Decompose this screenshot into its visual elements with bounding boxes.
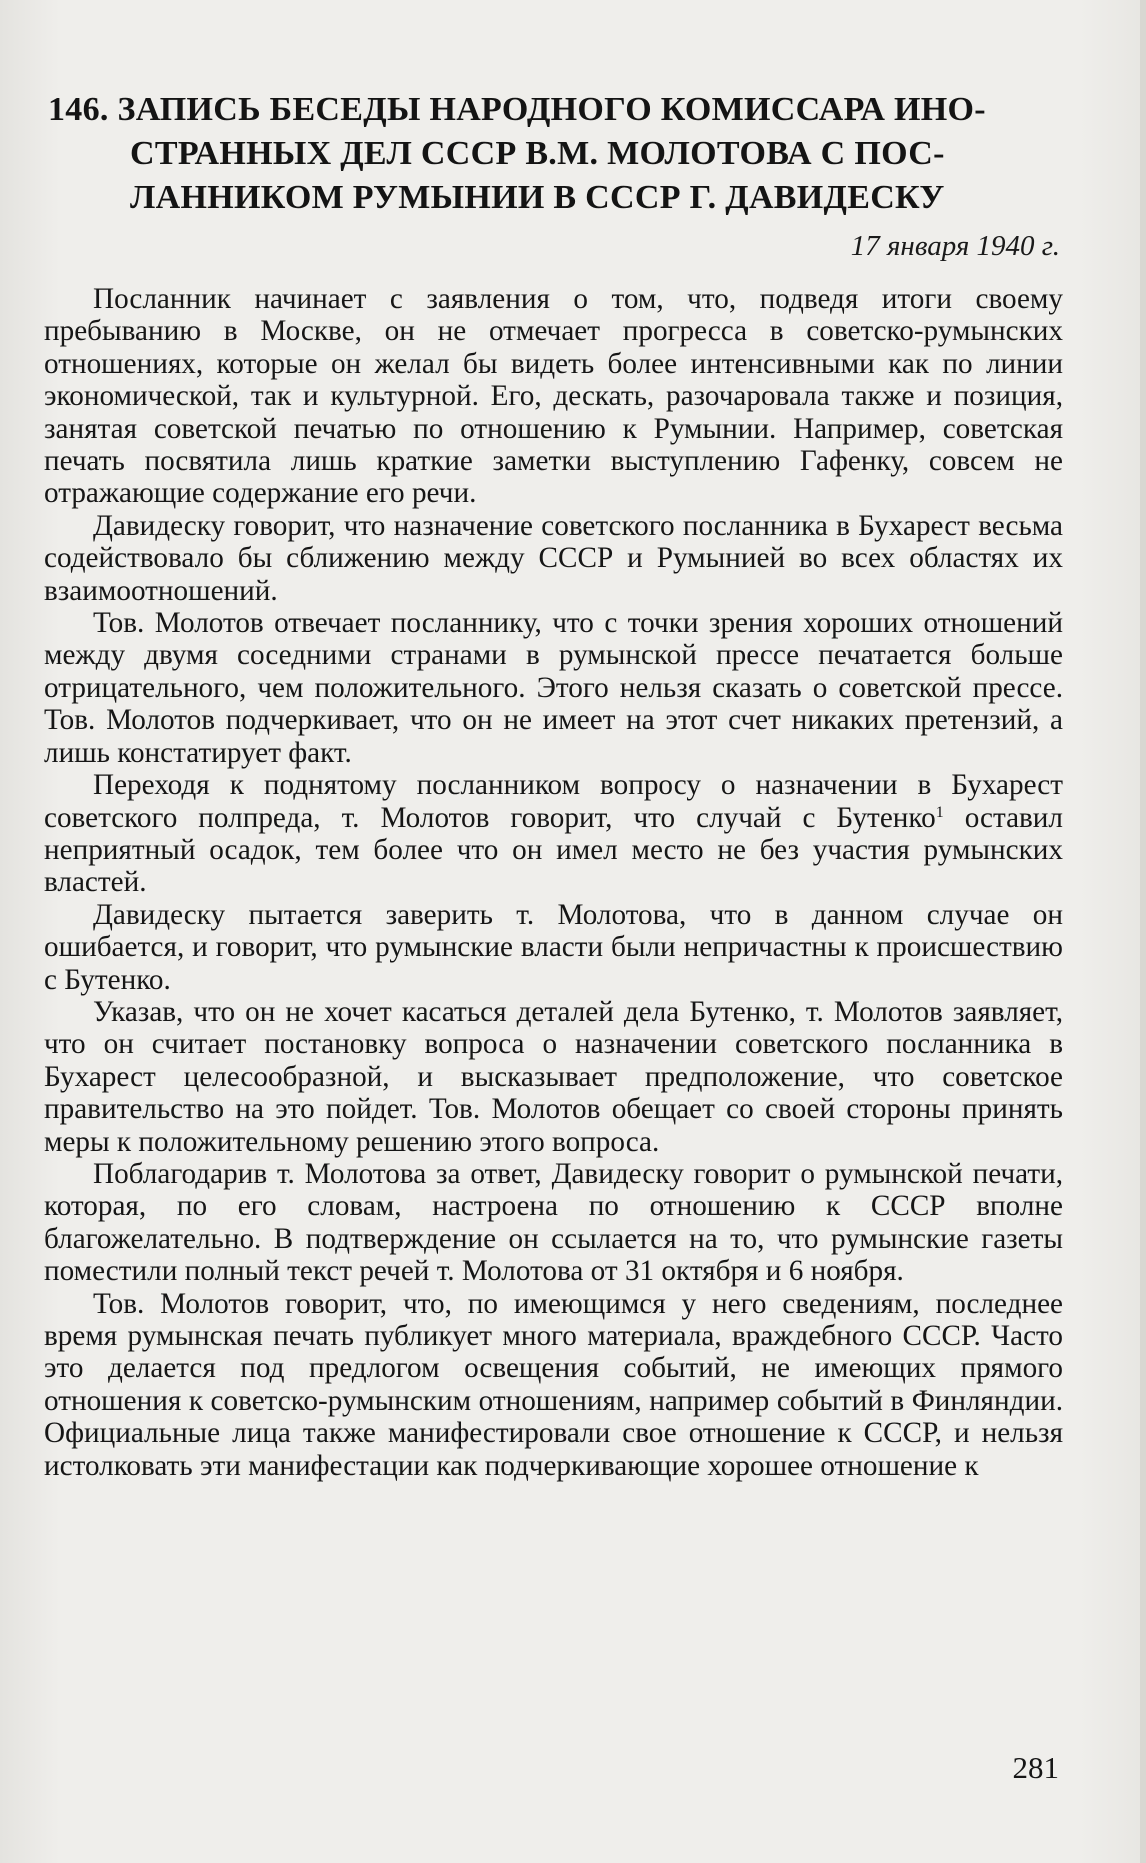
paragraph: Тов. Молотов говорит, что, по имеющимся у него сведениям, последнее время румынская печать публикует много материала, враждебного СССР. Часто это делается под предлогом освещения событий, не имеющих прямого отношения к советско-румынским отношениям, например событий в Финляндии. Официальные лица также манифестировали свое отношение к СССР, и нельзя истолковать эти манифестации как подчеркивающие хорошее отношение к — [44, 1287, 1063, 1482]
heading-line-3: ЛАННИКОМ РУМЫНИИ В СССР Г. ДАВИДЕСКУ — [130, 179, 945, 216]
heading-line-2: СТРАННЫХ ДЕЛ СССР В.М. МОЛОТОВА С ПОС- — [130, 135, 945, 172]
document-heading — [48, 88, 1068, 220]
document-body — [44, 283, 1063, 1482]
paragraph-with-footnote — [44, 769, 1063, 899]
paragraph: Посланник начинает с заявления о том, что, подведя итоги своему пребыванию в Москве, он не отмечает прогресса в советско-румынских отношениях, которые он желал бы видеть более интенсивными как по линии экономической, так и культурной. Его, дескать, разочаровала также и позиция, занятая советской печатью по отношению к Румынии. Например, советская печать посвятила лишь краткие заметки выступлению Гафенку, совсем не отражающие содержание его речи. — [44, 283, 1063, 510]
page-number: 281 — [1012, 1750, 1059, 1785]
document-date: 17 января 1940 г. — [850, 230, 1060, 262]
paragraph-part: оставил неприятный осадок, тем более что он имел место не без участия румынских властей. — [44, 801, 1063, 899]
paragraph: Поблагодарив т. Молотова за ответ, Давидеску говорит о румынской печати, которая, по его словам, настроена по отношению к СССР вполне благожелательно. В подтверждение он ссылается на то, что румынские газеты поместили полный текст речей т. Молотова от 31 октября и 6 ноября. — [44, 1157, 1063, 1288]
paragraph: Давидеску пытается заверить т. Молотова, что в данном случае он ошибается, и говорит, что румынские власти были непричастны к происшествию с Бутенко. — [44, 898, 1063, 996]
paragraph-part: Переходя к поднятому посланником вопросу о назначении в Бухарест советского полпреда, т. Молотов говорит, что случай с Бутенко — [44, 769, 1063, 834]
heading-line-1: 146. ЗАПИСЬ БЕСЕДЫ НАРОДНОГО КОМИССАРА ИНО- — [48, 91, 986, 128]
paragraph: Указав, что он не хочет касаться деталей дела Бутенко, т. Молотов заявляет, что он считает постановку вопроса о назначении советского посланника в Бухарест целесообразной, и высказывает предположение, что советское правительство на это пойдет. Тов. Молотов обещает со своей стороны принять меры к положительному решению этого вопроса. — [44, 995, 1063, 1158]
page-edge-shadow — [1140, 0, 1146, 1863]
paragraph: Давидеску говорит, что назначение советского посланника в Бухарест весьма содействовало бы сближению между СССР и Румынией во всех областях их взаимоотношений. — [44, 509, 1063, 607]
footnote-marker: 1 — [935, 803, 944, 821]
paragraph: Тов. Молотов отвечает посланнику, что с точки зрения хороших отношений между двумя соседними странами в румынской прессе печатается больше отрицательного, чем положительного. Этого нельзя сказать о советской прессе. Тов. Молотов подчеркивает, что он не имеет на этот счет никаких претензий, а лишь констатирует факт. — [44, 607, 1063, 769]
